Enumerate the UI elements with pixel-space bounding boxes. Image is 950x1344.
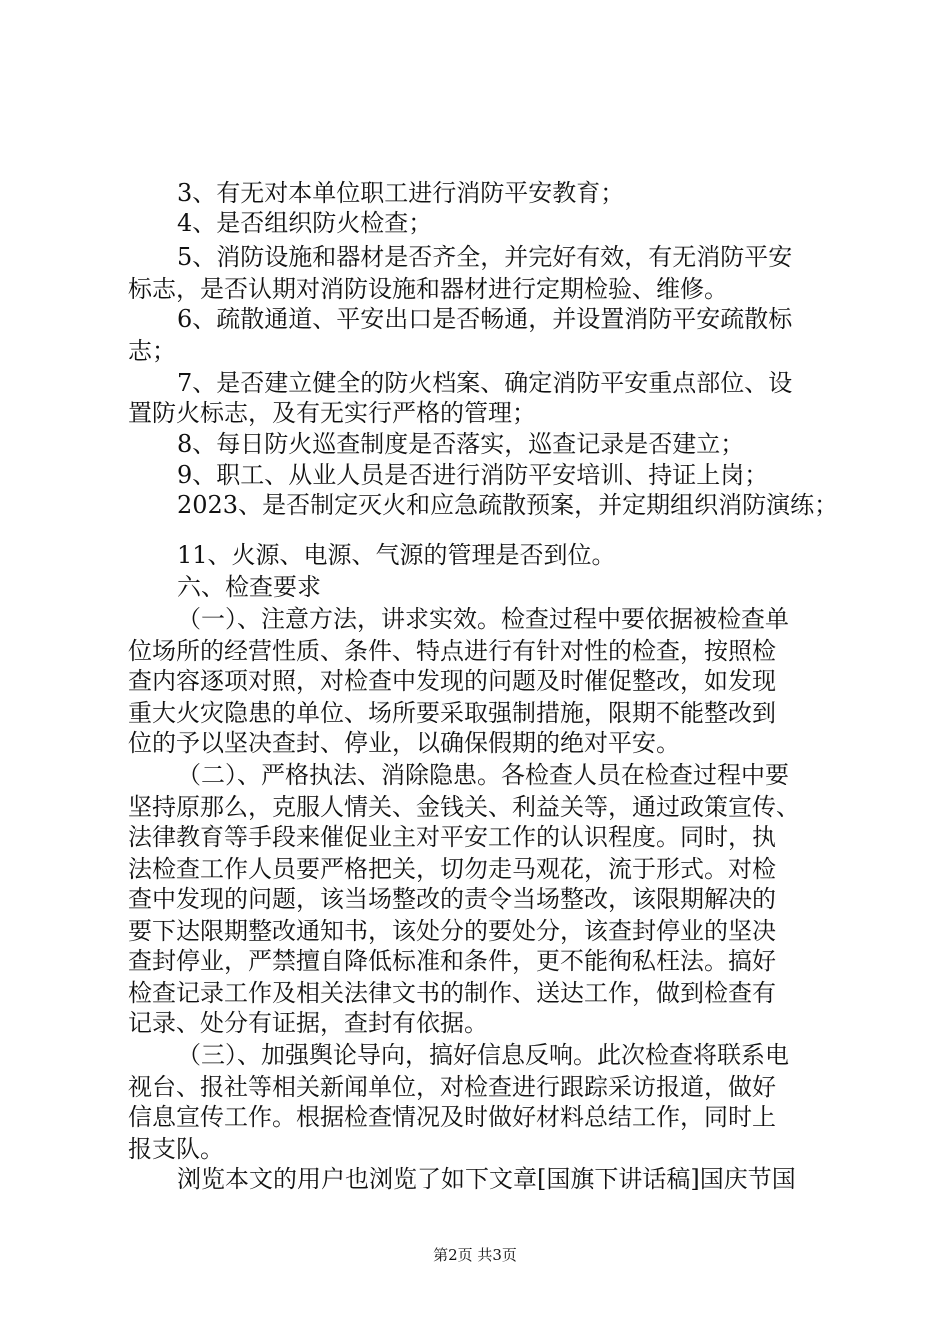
text-line: 8、每日防火巡查制度是否落实，巡查记录是否建立； [177, 430, 745, 458]
text-line: （三）、加强舆论导向，搞好信息反响。此次检查将联系电 [177, 1041, 789, 1069]
text-line: 法律教育等手段来催促业主对平安工作的认识程度。同时，执 [128, 823, 776, 851]
text-line: 检查记录工作及相关法律文书的制作、送达工作，做到检查有 [128, 979, 776, 1007]
text-line: 位的予以坚决查封、停业，以确保假期的绝对平安。 [128, 729, 680, 757]
text-line: （一）、注意方法，讲求实效。检查过程中要依据被检查单 [177, 605, 789, 633]
text-line: 记录、处分有证据，查封有依据。 [128, 1009, 488, 1037]
text-line: 置防火标志，及有无实行严格的管理； [128, 399, 536, 427]
text-line: 7、是否建立健全的防火档案、确定消防平安重点部位、设 [177, 369, 793, 397]
text-line: 标志，是否认期对消防设施和器材进行定期检验、维修。 [128, 275, 728, 303]
section-heading: 六、检查要求 [177, 573, 321, 601]
text-line: 重大火灾隐患的单位、场所要采取强制措施，限期不能整改到 [128, 699, 776, 727]
text-line: 法检查工作人员要严格把关，切勿走马观花，流于形式。对检 [128, 855, 776, 883]
text-line: （二）、严格执法、消除隐患。各检查人员在检查过程中要 [177, 761, 789, 789]
text-line: 9、职工、从业人员是否进行消防平安培训、持证上岗； [177, 461, 769, 489]
text-line: 5、消防设施和器材是否齐全，并完好有效，有无消防平安 [177, 243, 793, 271]
text-line: 信息宣传工作。根据检查情况及时做好材料总结工作，同时上 [128, 1103, 776, 1131]
text-line: 11、火源、电源、气源的管理是否到位。 [177, 541, 616, 569]
text-line: 志； [128, 337, 176, 365]
text-line: 要下达限期整改通知书，该处分的要处分，该查封停业的坚决 [128, 917, 776, 945]
text-line: 6、疏散通道、平安出口是否畅通，并设置消防平安疏散标 [177, 305, 793, 333]
text-line: 3、有无对本单位职工进行消防平安教育； [177, 179, 625, 207]
text-line: 报支队。 [128, 1135, 224, 1163]
text-line: 查封停业，严禁擅自降低标准和条件，更不能徇私枉法。搞好 [128, 947, 776, 975]
text-line: 2023、是否制定灭火和应急疏散预案，并定期组织消防演练； [177, 491, 839, 519]
text-line: 视台、报社等相关新闻单位，对检查进行跟踪采访报道，做好 [128, 1073, 776, 1101]
text-line: 位场所的经营性质、条件、特点进行有针对性的检查，按照检 [128, 637, 776, 665]
text-line: 查内容逐项对照，对检查中发现的问题及时催促整改，如发现 [128, 667, 776, 695]
text-line: 4、是否组织防火检查； [177, 209, 433, 237]
text-line: 浏览本文的用户也浏览了如下文章[国旗下讲话稿]国庆节国 [177, 1165, 796, 1193]
page-footer: 第2页 共3页 [433, 1246, 517, 1264]
text-line: 坚持原那么，克服人情关、金钱关、利益关等，通过政策宣传、 [128, 793, 800, 821]
text-line: 查中发现的问题，该当场整改的责令当场整改，该限期解决的 [128, 885, 776, 913]
